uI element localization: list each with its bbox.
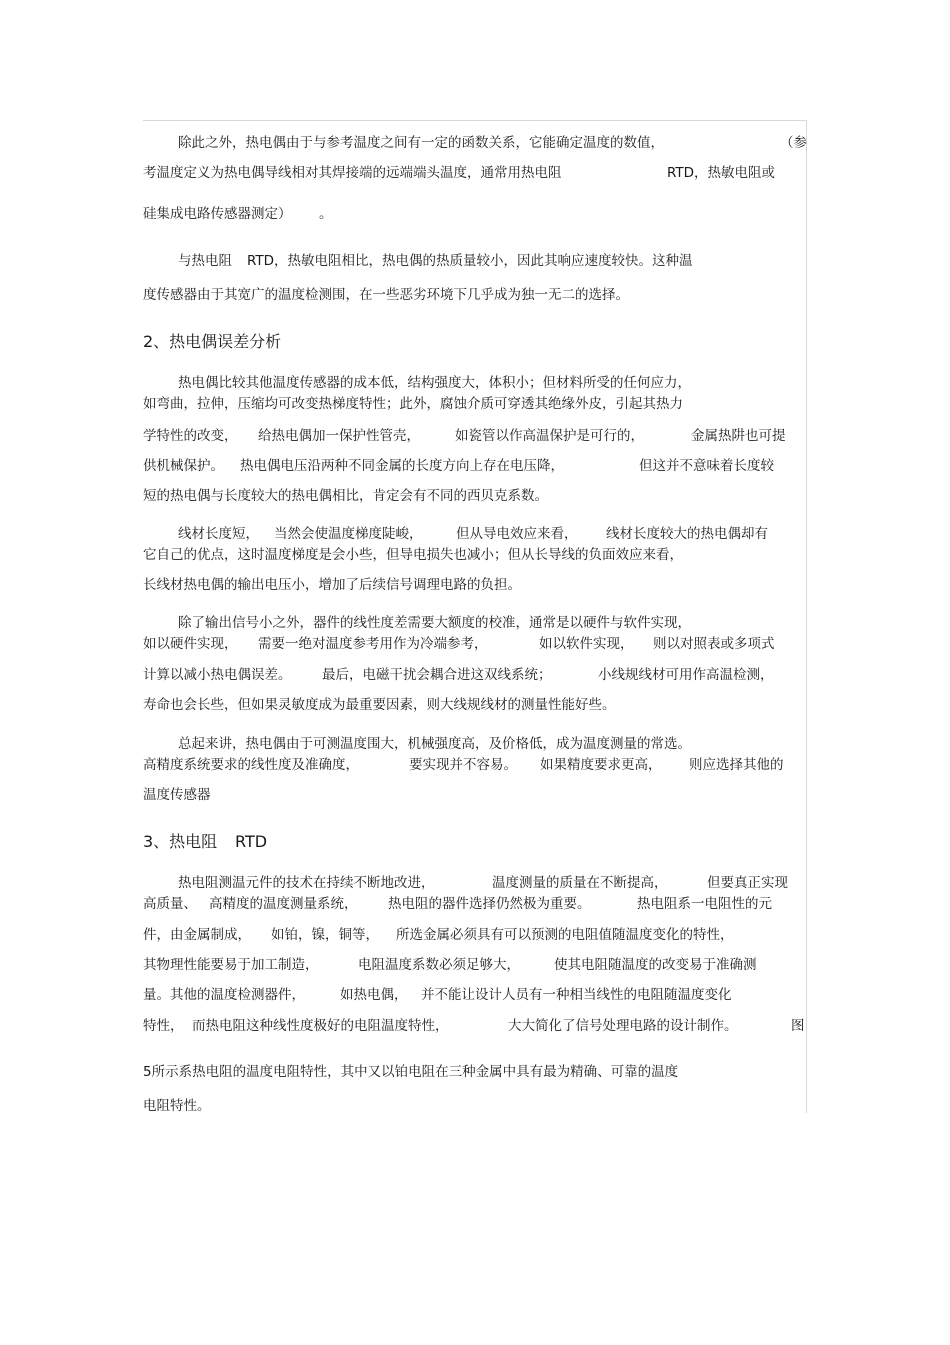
text-segment: 热电偶电压沿两种不同金属的长度方向上存在电压降， — [240, 458, 564, 474]
text-segment: 要实现并不容易。 — [409, 757, 517, 773]
text-segment: 如热电偶， — [340, 987, 408, 1003]
text-segment: 而热电阻这种线性度极好的电阻温度特性， — [192, 1018, 449, 1034]
text-segment: 度传感器由于其宽广的温度检测围，在一些恶劣环境下几乎成为独一无二的选择。 — [143, 287, 629, 303]
text-segment: 量。其他的温度检测器件， — [143, 987, 305, 1003]
text-segment: 则以对照表或多项式 — [653, 636, 775, 652]
text-segment: 电阻温度系数必须足够大， — [358, 957, 520, 973]
text-segment: 高精度的温度测量系统， — [209, 896, 358, 912]
text-segment: 图 — [791, 1018, 805, 1034]
text-segment: 给热电偶加一保护性管壳， — [258, 428, 420, 444]
text-segment: RTD — [235, 832, 268, 851]
text-segment: 温度传感器 — [143, 787, 211, 803]
text-segment: （参 — [780, 135, 807, 151]
text-segment: 与热电阻 — [178, 253, 232, 269]
text-segment: 线材长度较大的热电偶却有 — [606, 526, 768, 542]
text-segment: 学特性的改变， — [143, 428, 238, 444]
text-segment: 热电偶比较其他温度传感器的成本低，结构强度大，体积小；但材料所受的任何应力， — [178, 375, 691, 391]
text-segment: 小线规线材可用作高温检测， — [598, 667, 774, 683]
text-segment: 件，由金属制成， — [143, 927, 251, 943]
text-segment: 考温度定义为热电偶导线相对其焊接端的远端端头温度，通常用热电阻 — [143, 165, 562, 181]
text-segment: 如以硬件实现， — [143, 636, 238, 652]
text-segment: 如以软件实现， — [539, 636, 634, 652]
text-segment: 除了输出信号小之外，器件的线性度差需要大额度的校准，通常是以硬件与软件实现， — [178, 615, 691, 631]
text-segment: RTD，热敏电阻或 — [667, 165, 776, 181]
text-segment: 如铂，镍，铜等， — [271, 927, 379, 943]
text-segment: 短的热电偶与长度较大的热电偶相比，肯定会有不同的西贝克系数。 — [143, 488, 548, 504]
text-segment: 大大简化了信号处理电路的设计制作。 — [508, 1018, 738, 1034]
text-segment: RTD，热敏电阻相比，热电偶的热质量较小，因此其响应速度较快。这种温 — [247, 253, 693, 269]
text-segment: 供机械保护。 — [143, 458, 224, 474]
text-segment: 热电阻测温元件的技术在持续不断地改进， — [178, 875, 435, 891]
text-segment: 总起来讲，热电偶由于可测温度围大，机械强度高，及价格低，成为温度测量的常选。 — [178, 736, 691, 752]
text-segment: 温度测量的质量在不断提高， — [492, 875, 668, 891]
text-segment: 其物理性能要易于加工制造， — [143, 957, 319, 973]
text-segment: 3、热电阻 — [143, 832, 218, 851]
text-segment: 硅集成电路传感器测定） — [143, 206, 292, 222]
text-segment: 热电阻系一电阻性的元 — [637, 896, 772, 912]
text-segment: 金属热阱也可提 — [691, 428, 786, 444]
text-segment: 2、热电偶误差分析 — [143, 332, 282, 351]
text-segment: 但这并不意味着长度较 — [639, 458, 774, 474]
text-segment: 所选金属必须具有可以预测的电阻值随温度变化的特性， — [396, 927, 734, 943]
text-segment: 如瓷管以作高温保护是可行的， — [455, 428, 644, 444]
text-segment: 特性， — [143, 1018, 184, 1034]
text-segment: 使其电阻随温度的改变易于准确测 — [554, 957, 757, 973]
text-segment: 高质量、 — [143, 896, 197, 912]
text-segment: 寿命也会长些，但如果灵敏度成为最重要因素，则大线规线材的测量性能好些。 — [143, 697, 616, 713]
text-segment: 但要真正实现 — [707, 875, 788, 891]
text-segment: 则应选择其他的 — [689, 757, 784, 773]
text-segment: 线材长度短， — [178, 526, 259, 542]
text-segment: 如弯曲，拉伸，压缩均可改变热梯度特性；此外，腐蚀介质可穿透其绝缘外皮，引起其热力 — [143, 396, 683, 412]
text-segment: 最后，电磁干扰会耦合进这双线系统； — [322, 667, 552, 683]
text-segment: 热电阻的器件选择仍然极为重要。 — [388, 896, 591, 912]
text-segment: 计算以减小热电偶误差。 — [143, 667, 292, 683]
text-segment: 。 — [319, 206, 333, 222]
text-segment: 当然会使温度梯度陡峻， — [274, 526, 423, 542]
text-segment: 并不能让设计人员有一种相当线性的电阻随温度变化 — [421, 987, 732, 1003]
text-segment: 长线材热电偶的输出电压小，增加了后续信号调理电路的负担。 — [143, 577, 521, 593]
text-segment: 它自己的优点，这时温度梯度是会小些，但导电损失也减小；但从长导线的负面效应来看， — [143, 547, 683, 563]
text-segment: 高精度系统要求的线性度及准确度， — [143, 757, 359, 773]
text-segment: 需要一绝对温度参考用作为冷端参考， — [258, 636, 488, 652]
page-top-rule — [143, 120, 807, 121]
text-segment: 如果精度要求更高， — [540, 757, 662, 773]
text-segment: 但从导电效应来看， — [456, 526, 578, 542]
text-segment: 除此之外，热电偶由于与参考温度之间有一定的函数关系，它能确定温度的数值， — [178, 135, 664, 151]
page-right-rule — [806, 120, 807, 1113]
text-segment: 电阻特性。 — [143, 1098, 211, 1114]
text-segment: 5所示系热电阻的温度电阻特性，其中又以铂电阻在三种金属中具有最为精确、可靠的温度 — [143, 1064, 679, 1080]
